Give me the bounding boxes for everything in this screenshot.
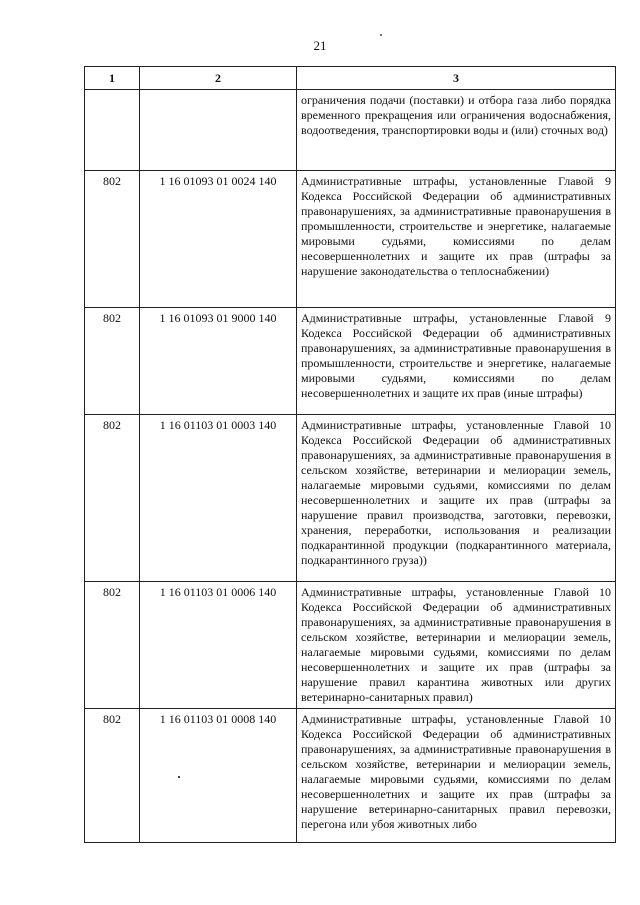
table-row [85,171,616,308]
cell-description: Административные штрафы, установленные Главой 10 Кодекса Российской Федерации об административных правонарушениях, за административные правонарушения в сельском хозяйстве, ветеринарии и мелиорации земель, налагаемые мировыми судьями, комиссиями по делам несовершеннолетних и защите их прав (штрафы за нарушение правил карантина животных или других ветеринарно-санитарных правил) [297,582,616,709]
cell-description: Административные штрафы, установленные Главой 9 Кодекса Российской Федерации об административных правонарушениях, за административные правонарушения в промышленности, строительстве и энергетике, налагаемые мировыми судьями, комиссиями по делам несовершеннолетних и защите их прав (иные штрафы) [297,308,616,415]
cell-description: Административные штрафы, установленные Главой 9 Кодекса Российской Федерации об административных правонарушениях, за административные правонарушения в промышленности, строительстве и энергетике, налагаемые мировыми судьями, комиссиями по делам несовершеннолетних и защите их прав (штрафы за нарушение законодательства о теплоснабжении) [297,171,616,308]
cell-code: 1 16 01103 01 0008 140 [140,709,297,843]
cell-code: 1 16 01093 01 0024 140 [140,171,297,308]
cell-description: Административные штрафы, установленные Главой 10 Кодекса Российской Федерации об административных правонарушениях, за административные правонарушения в сельском хозяйстве, ветеринарии и мелиорации земель, налагаемые мировыми судьями, комиссиями по делам несовершеннолетних и защите их прав (штрафы за нарушение ветеринарно-санитарных правил перевозки, перегона или убоя животных либо [297,709,616,843]
cell-code: 1 16 01103 01 0006 140 [140,582,297,709]
table-row-continuation [85,90,616,171]
cell-num: 802 [85,582,140,709]
table-header-row [85,67,616,90]
cell-num: 802 [85,709,140,843]
page-number: 21 [313,38,327,53]
table-row [85,308,616,415]
column-header-2: 2 [140,67,297,90]
cell-description: Административные штрафы, установленные Главой 10 Кодекса Российской Федерации об административных правонарушениях, за административные правонарушения в сельском хозяйстве, ветеринарии и мелиорации земель, налагаемые мировыми судьями, комиссиями по делам несовершеннолетних и защите их прав (штрафы за нарушение правил производства, заготовки, перевозки, хранения, переработки, использования и реализации подкарантинной продукции (подкарантинного материала, подкарантинного груза)) [297,415,616,582]
cell-num [85,90,140,171]
cell-code: 1 16 01103 01 0003 140 [140,415,297,582]
column-header-1: 1 [85,67,140,90]
cell-code [140,90,297,171]
table-row [85,415,616,582]
scan-speck [380,34,382,36]
cell-num: 802 [85,171,140,308]
cell-description: ограничения подачи (поставки) и отбора газа либо порядка временного прекращения или ограничения водоснабжения, водоотведения, транспортировки воды и (или) сточных вод) [297,90,616,171]
table-row [85,709,616,843]
budget-classification-table [84,66,616,843]
table-row [85,582,616,709]
column-header-3: 3 [297,67,616,90]
cell-code: 1 16 01093 01 9000 140 [140,308,297,415]
cell-num: 802 [85,415,140,582]
scan-speck [178,776,180,778]
cell-num: 802 [85,308,140,415]
